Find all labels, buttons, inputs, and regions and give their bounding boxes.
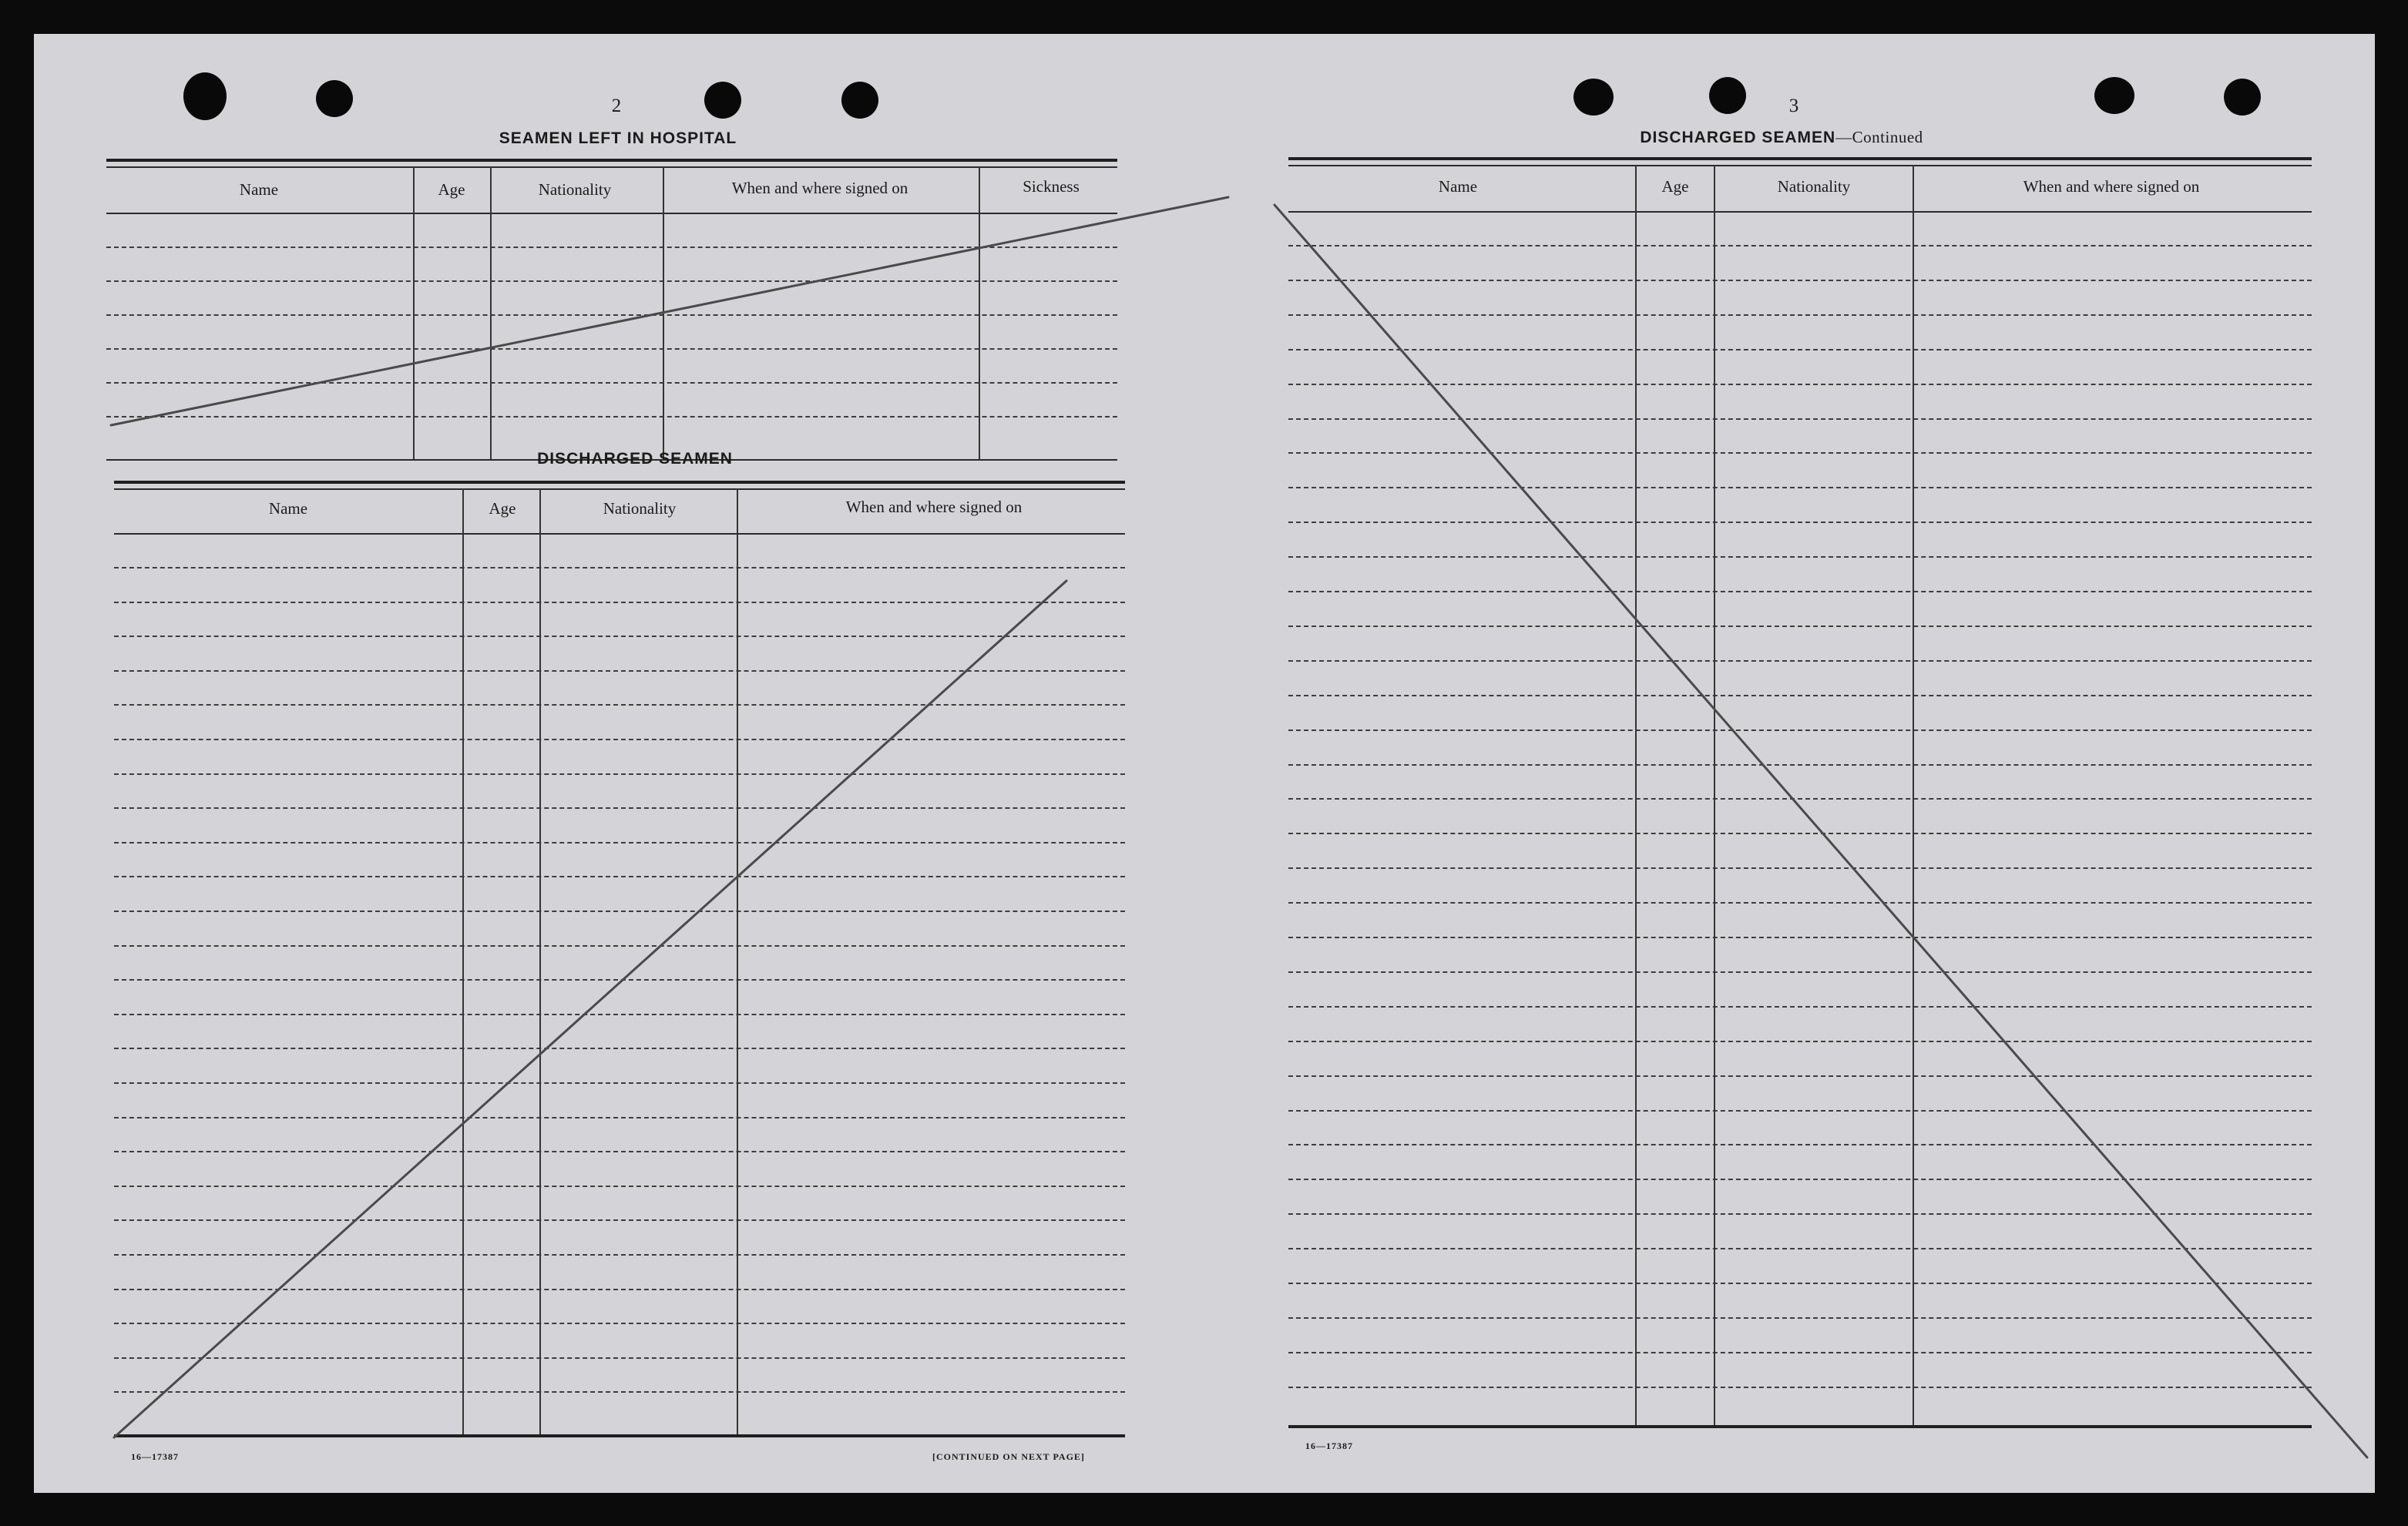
pencil-stroke-hospital xyxy=(111,197,1228,425)
column-header-name: Name xyxy=(268,499,308,518)
title-main: DISCHARGED SEAMEN xyxy=(1640,129,1836,146)
document-sheet xyxy=(34,34,2375,1493)
continued-note: [CONTINUED ON NEXT PAGE] xyxy=(932,1451,1085,1462)
page-number: 3 xyxy=(1788,96,1799,116)
column-header-signed-on: When and where signed on xyxy=(731,179,908,197)
form-number: 16—17387 xyxy=(1305,1440,1353,1451)
page-number: 2 xyxy=(611,96,622,116)
column-header-nationality: Nationality xyxy=(538,180,612,199)
form-number: 16—17387 xyxy=(131,1451,179,1462)
pencil-stroke-discharged xyxy=(114,581,1066,1437)
column-header-nationality: Nationality xyxy=(1777,177,1851,196)
column-header-signed-on: When and where signed on xyxy=(2023,177,2200,196)
column-header-sickness: Sickness xyxy=(1023,177,1080,196)
column-header-age: Age xyxy=(438,180,465,199)
column-header-age: Age xyxy=(489,499,516,518)
title-suffix: —Continued xyxy=(1835,128,1923,146)
column-header-nationality: Nationality xyxy=(603,499,677,518)
pencil-stroke-continued xyxy=(1275,205,2367,1457)
column-header-signed-on: When and where signed on xyxy=(845,498,1023,516)
column-header-age: Age xyxy=(1661,177,1689,196)
column-header-name: Name xyxy=(1438,177,1478,196)
section-title-discharged: DISCHARGED SEAMEN xyxy=(537,450,733,468)
pencil-cancel-strokes xyxy=(34,34,2375,1493)
section-title-hospital: SEAMEN LEFT IN HOSPITAL xyxy=(499,129,737,147)
column-header-name: Name xyxy=(239,180,279,199)
